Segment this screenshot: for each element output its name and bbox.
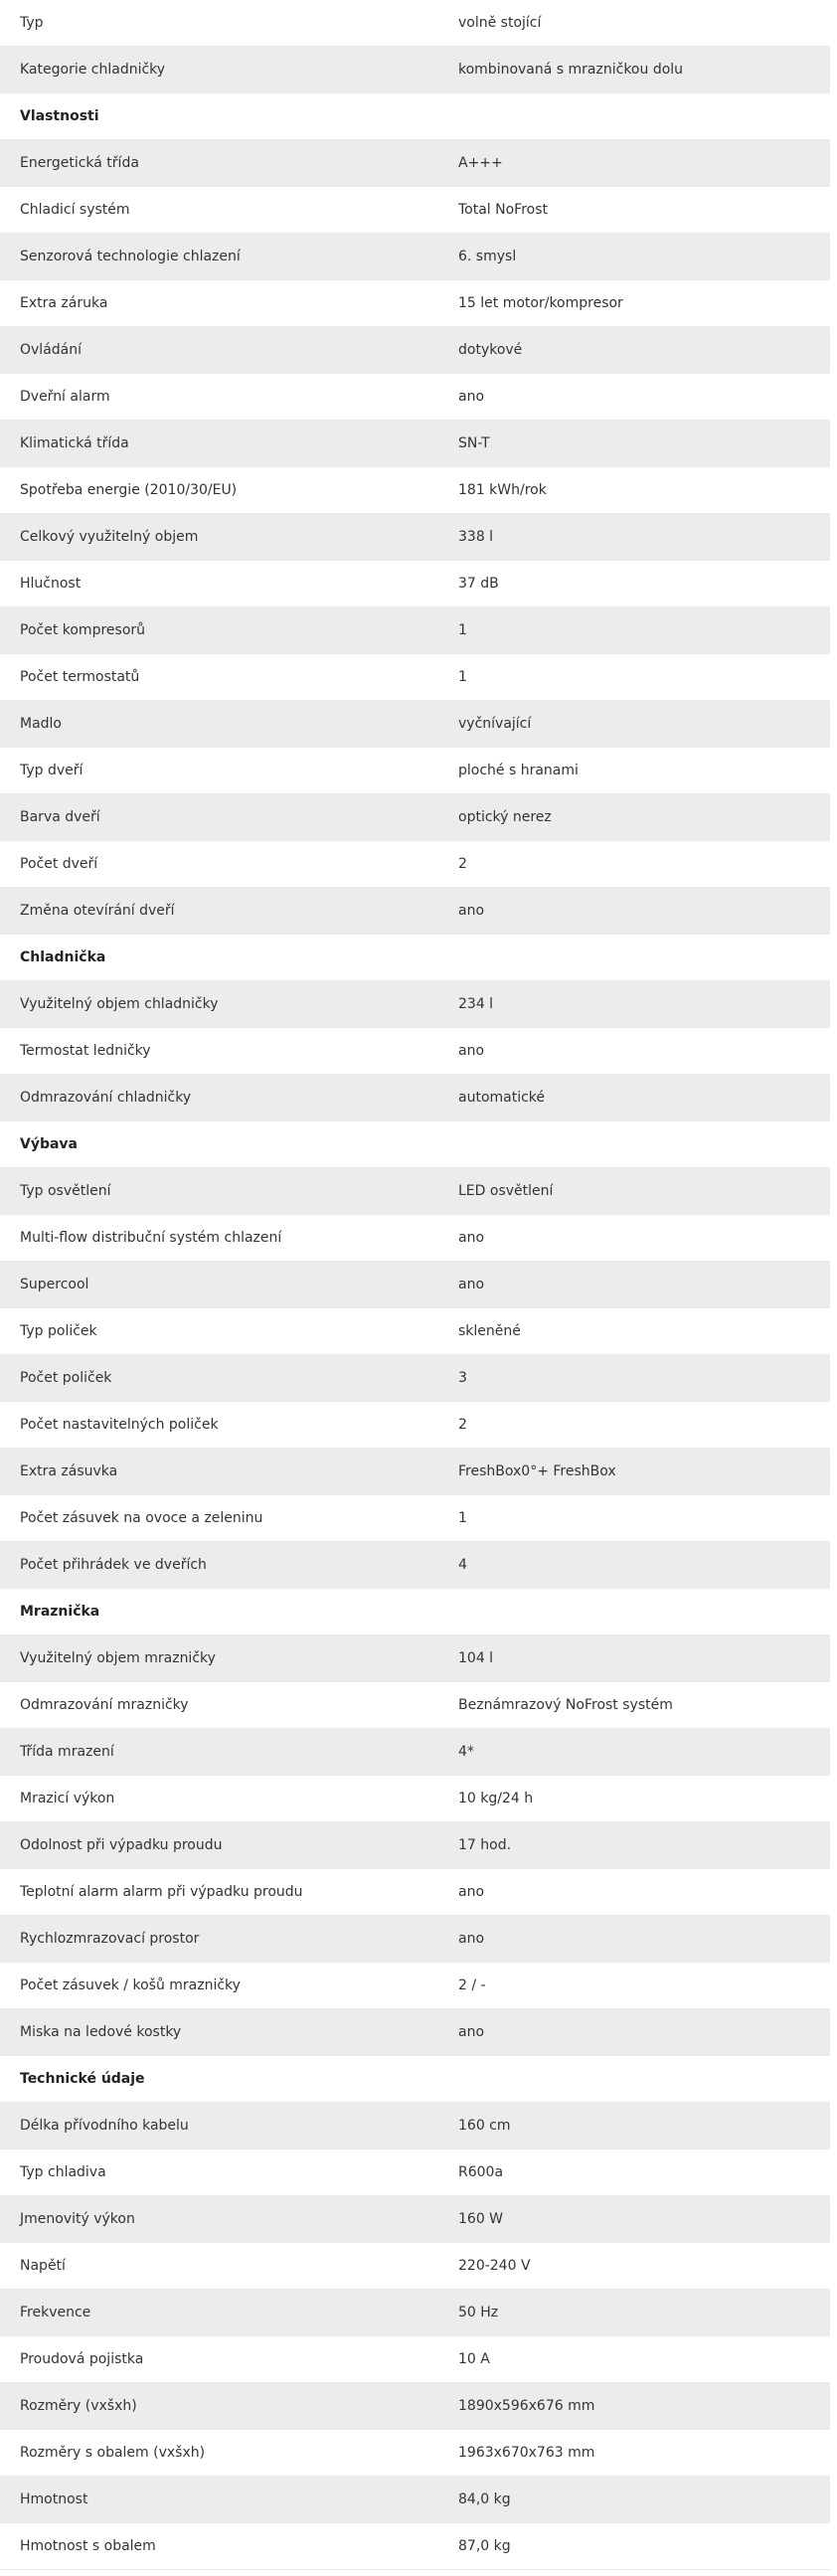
spec-label: Odmrazování chladničky <box>0 1075 438 1121</box>
spec-value: 1963x670x763 mm <box>438 2430 830 2477</box>
spec-row <box>0 1308 830 1355</box>
spec-row <box>0 981 830 1028</box>
spec-value: 2 / - <box>438 1963 830 2009</box>
spec-label: Typ <box>0 0 438 47</box>
spec-label: Hmotnost s obalem <box>0 2523 438 2570</box>
spec-row <box>0 2477 830 2523</box>
spec-row <box>0 2383 830 2430</box>
spec-value: 1 <box>438 654 830 701</box>
spec-row <box>0 0 830 47</box>
spec-label: Energetická třída <box>0 140 438 187</box>
spec-row <box>0 280 830 327</box>
spec-row <box>0 1355 830 1402</box>
spec-row <box>0 140 830 187</box>
spec-row <box>0 2336 830 2383</box>
spec-label: Typ osvětlení <box>0 1168 438 1215</box>
spec-value: optický nerez <box>438 794 830 841</box>
spec-label: Multi-flow distribuční systém chlazení <box>0 1215 438 1262</box>
spec-row <box>0 2243 830 2290</box>
spec-label: Využitelný objem chladničky <box>0 981 438 1028</box>
spec-label: Počet kompresorů <box>0 607 438 654</box>
spec-row <box>0 2430 830 2477</box>
spec-label: Počet zásuvek na ovoce a zeleninu <box>0 1495 438 1542</box>
spec-label: Jmenovitý výkon <box>0 2196 438 2243</box>
spec-value: FreshBox0°+ FreshBox <box>438 1449 830 1495</box>
spec-row <box>0 1542 830 1589</box>
spec-value: SN-T <box>438 421 830 467</box>
spec-value: dotykové <box>438 327 830 374</box>
spec-label: Ovládání <box>0 327 438 374</box>
spec-label: Madlo <box>0 701 438 748</box>
spec-row <box>0 1168 830 1215</box>
section-heading: Chladnička <box>0 935 830 981</box>
spec-row <box>0 1776 830 1822</box>
spec-label: Barva dveří <box>0 794 438 841</box>
spec-value: A+++ <box>438 140 830 187</box>
spec-value: skleněné <box>438 1308 830 1355</box>
spec-label: Spotřeba energie (2010/30/EU) <box>0 467 438 514</box>
spec-label: Termostat ledničky <box>0 1028 438 1075</box>
spec-label: Třída mrazení <box>0 1729 438 1776</box>
spec-value: 87,0 kg <box>438 2523 830 2570</box>
spec-value: 4 <box>438 1542 830 1589</box>
spec-label: Změna otevírání dveří <box>0 888 438 935</box>
spec-row <box>0 1822 830 1869</box>
spec-row <box>0 327 830 374</box>
section-header-row <box>0 1121 830 1168</box>
spec-row <box>0 421 830 467</box>
section-heading: Mraznička <box>0 1589 830 1635</box>
spec-row <box>0 841 830 888</box>
spec-value: 6. smysl <box>438 234 830 280</box>
spec-row <box>0 607 830 654</box>
spec-label: Teplotní alarm alarm při výpadku proudu <box>0 1869 438 1916</box>
spec-value: 1 <box>438 1495 830 1542</box>
spec-label: Počet termostatů <box>0 654 438 701</box>
spec-row <box>0 374 830 421</box>
spec-label: Počet dveří <box>0 841 438 888</box>
spec-label: Napětí <box>0 2243 438 2290</box>
spec-value: 234 l <box>438 981 830 1028</box>
spec-label: Typ poliček <box>0 1308 438 1355</box>
section-header-row <box>0 1589 830 1635</box>
spec-value: 2 <box>438 841 830 888</box>
spec-row <box>0 1495 830 1542</box>
spec-label: Odmrazování mrazničky <box>0 1682 438 1729</box>
spec-label: Kategorie chladničky <box>0 47 438 93</box>
spec-label: Celkový využitelný objem <box>0 514 438 561</box>
spec-label: Mrazicí výkon <box>0 1776 438 1822</box>
spec-row <box>0 2149 830 2196</box>
spec-value: 15 let motor/kompresor <box>438 280 830 327</box>
spec-label: Rozměry s obalem (vxšxh) <box>0 2430 438 2477</box>
spec-value: 3 <box>438 1355 830 1402</box>
spec-label: Typ dveří <box>0 748 438 794</box>
spec-row <box>0 1449 830 1495</box>
spec-value: 10 A <box>438 2336 830 2383</box>
spec-value: ano <box>438 888 830 935</box>
spec-value: 160 cm <box>438 2103 830 2149</box>
spec-label: Miska na ledové kostky <box>0 2009 438 2056</box>
spec-label: Rychlozmrazovací prostor <box>0 1916 438 1963</box>
spec-row <box>0 2009 830 2056</box>
spec-value: 220-240 V <box>438 2243 830 2290</box>
spec-label: Klimatická třída <box>0 421 438 467</box>
spec-row <box>0 701 830 748</box>
spec-value: automatické <box>438 1075 830 1121</box>
section-header-row <box>0 2056 830 2103</box>
spec-value: ano <box>438 2009 830 2056</box>
spec-row <box>0 1028 830 1075</box>
spec-label: Senzorová technologie chlazení <box>0 234 438 280</box>
spec-value: 84,0 kg <box>438 2477 830 2523</box>
spec-value: 160 W <box>438 2196 830 2243</box>
spec-row <box>0 1215 830 1262</box>
spec-label: Hlučnost <box>0 561 438 607</box>
section-header-row <box>0 935 830 981</box>
spec-row <box>0 794 830 841</box>
spec-label: Dveřní alarm <box>0 374 438 421</box>
spec-row <box>0 1729 830 1776</box>
spec-row <box>0 1916 830 1963</box>
spec-value: 338 l <box>438 514 830 561</box>
spec-value: 50 Hz <box>438 2290 830 2336</box>
spec-row <box>0 2523 830 2570</box>
spec-row <box>0 187 830 234</box>
spec-value: 181 kWh/rok <box>438 467 830 514</box>
spec-label: Proudová pojistka <box>0 2336 438 2383</box>
spec-row <box>0 1075 830 1121</box>
section-header-row <box>0 93 830 140</box>
spec-label: Rozměry (vxšxh) <box>0 2383 438 2430</box>
spec-value: ploché s hranami <box>438 748 830 794</box>
spec-row <box>0 2290 830 2336</box>
spec-label: Hmotnost <box>0 2477 438 2523</box>
spec-label: Počet zásuvek / košů mrazničky <box>0 1963 438 2009</box>
spec-value: 2 <box>438 1402 830 1449</box>
spec-value: 1890x596x676 mm <box>438 2383 830 2430</box>
spec-label: Supercool <box>0 1262 438 1308</box>
spec-row <box>0 748 830 794</box>
spec-value: volně stojící <box>438 0 830 47</box>
section-heading: Výbava <box>0 1121 830 1168</box>
spec-value: ano <box>438 374 830 421</box>
spec-value: vyčnívající <box>438 701 830 748</box>
spec-label: Počet přihrádek ve dveřích <box>0 1542 438 1589</box>
spec-value: 1 <box>438 607 830 654</box>
section-heading: Technické údaje <box>0 2056 830 2103</box>
spec-value: LED osvětlení <box>438 1168 830 1215</box>
spec-row <box>0 1869 830 1916</box>
section-heading: Vlastnosti <box>0 93 830 140</box>
spec-value: ano <box>438 1215 830 1262</box>
spec-label: Extra záruka <box>0 280 438 327</box>
spec-value: ano <box>438 1028 830 1075</box>
spec-row <box>0 888 830 935</box>
spec-row <box>0 514 830 561</box>
spec-row <box>0 2196 830 2243</box>
spec-label: Chladicí systém <box>0 187 438 234</box>
spec-value: ano <box>438 1916 830 1963</box>
spec-row <box>0 1402 830 1449</box>
spec-row <box>0 47 830 93</box>
spec-label: Extra zásuvka <box>0 1449 438 1495</box>
spec-label: Odolnost při výpadku proudu <box>0 1822 438 1869</box>
spec-row <box>0 654 830 701</box>
spec-value: ano <box>438 1262 830 1308</box>
spec-value: Beznámrazový NoFrost systém <box>438 1682 830 1729</box>
spec-row <box>0 1635 830 1682</box>
spec-row <box>0 1963 830 2009</box>
spec-row <box>0 1262 830 1308</box>
spec-label: Počet nastavitelných poliček <box>0 1402 438 1449</box>
spec-value: 17 hod. <box>438 1822 830 1869</box>
spec-row <box>0 1682 830 1729</box>
spec-row <box>0 2103 830 2149</box>
spec-value: 37 dB <box>438 561 830 607</box>
spec-label: Využitelný objem mrazničky <box>0 1635 438 1682</box>
spec-label: Typ chladiva <box>0 2149 438 2196</box>
spec-value: ano <box>438 1869 830 1916</box>
spec-label: Frekvence <box>0 2290 438 2336</box>
spec-row <box>0 467 830 514</box>
spec-label: Délka přívodního kabelu <box>0 2103 438 2149</box>
spec-value: 4* <box>438 1729 830 1776</box>
spec-value: 10 kg/24 h <box>438 1776 830 1822</box>
spec-row <box>0 234 830 280</box>
spec-value: kombinovaná s mrazničkou dolu <box>438 47 830 93</box>
spec-label: Počet poliček <box>0 1355 438 1402</box>
spec-value: 104 l <box>438 1635 830 1682</box>
spec-value: R600a <box>438 2149 830 2196</box>
spec-value: Total NoFrost <box>438 187 830 234</box>
spec-row <box>0 561 830 607</box>
